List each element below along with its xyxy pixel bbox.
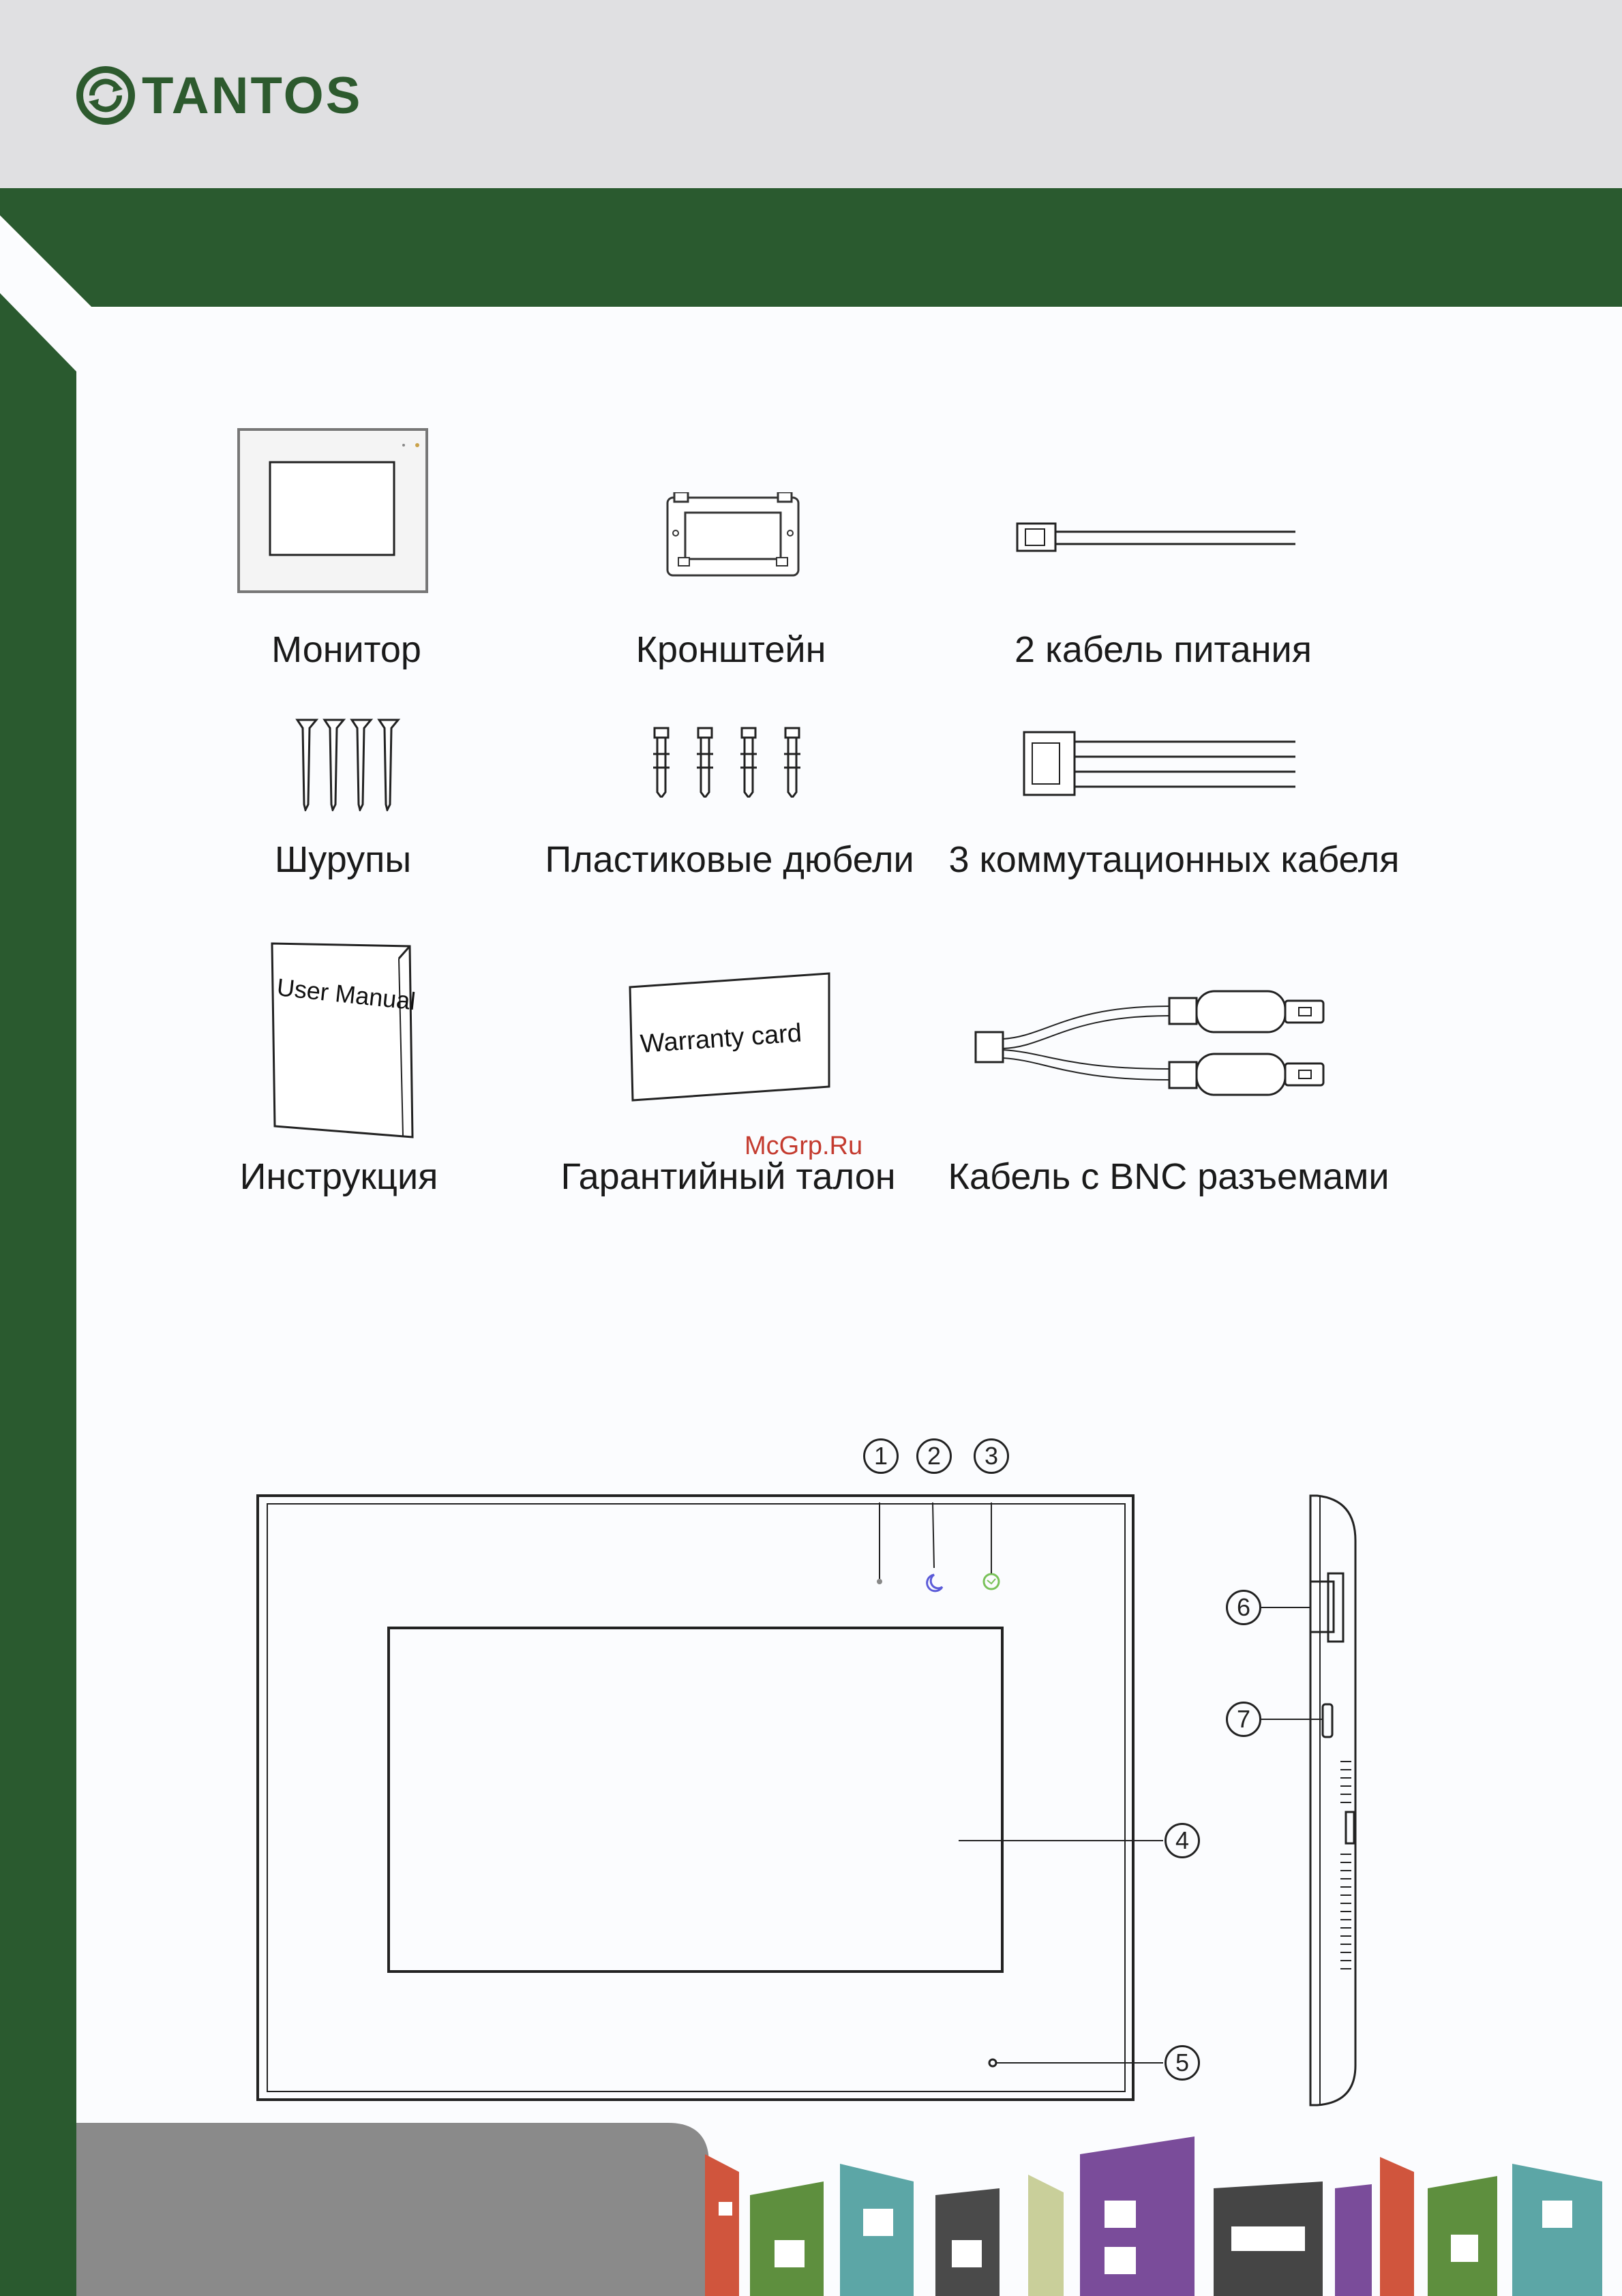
- caption-power-cable: 2 кабель питания: [1015, 629, 1312, 670]
- switch-cables-image: [1023, 729, 1302, 798]
- footer-buildings-decoration: [0, 2113, 1622, 2296]
- monitor-diagram: [252, 1486, 1384, 2113]
- screws-image: [293, 716, 409, 811]
- callout-1: 1: [863, 1438, 899, 1474]
- caption-warranty: Гарантийный талон: [560, 1156, 896, 1197]
- brand-name: TANTOS: [142, 66, 363, 125]
- bnc-cable-image: [972, 982, 1333, 1104]
- monitor-image: [237, 428, 428, 593]
- power-indicator-icon: [984, 1574, 999, 1589]
- microphone-hole: [877, 1579, 882, 1584]
- reset-hole: [989, 2059, 996, 2066]
- manual-cover-text: User Manual: [275, 973, 417, 1016]
- callout-7: 7: [1226, 1702, 1261, 1737]
- caption-manual: Инструкция: [239, 1156, 438, 1197]
- caption-screws: Шурупы: [274, 839, 412, 880]
- caption-monitor: Монитор: [271, 629, 421, 670]
- user-manual-image: [269, 941, 419, 1138]
- callout-4: 4: [1165, 1823, 1200, 1858]
- bracket-image: [665, 492, 801, 581]
- warranty-card-text: Warranty card: [639, 1018, 803, 1059]
- watermark: McGrp.Ru: [745, 1132, 863, 1160]
- callout-6: 6: [1226, 1590, 1261, 1625]
- power-cable-image: [1016, 518, 1302, 559]
- caption-switch-cables: 3 коммутационных кабеля: [948, 839, 1400, 880]
- caption-bracket: Кронштейн: [635, 629, 826, 670]
- logo-emblem-icon: [75, 65, 136, 126]
- brand-logo: [75, 61, 402, 130]
- callout-3: 3: [974, 1438, 1009, 1474]
- warranty-card-image: [627, 971, 832, 1103]
- callout-5: 5: [1165, 2045, 1200, 2081]
- callout-2: 2: [916, 1438, 952, 1474]
- dowels-image: [649, 727, 813, 798]
- caption-dowels: Пластиковые дюбели: [545, 839, 914, 880]
- caption-bnc-cable: Кабель с BNC разъемами: [948, 1156, 1390, 1197]
- night-mode-indicator-icon: [927, 1575, 942, 1591]
